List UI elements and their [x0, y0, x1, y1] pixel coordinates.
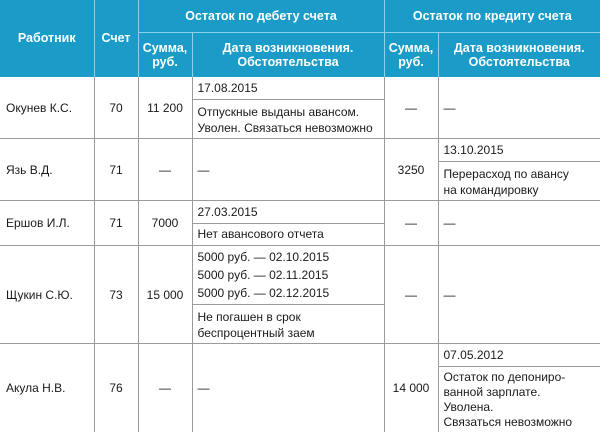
debit-details: — [192, 344, 384, 432]
debit-date: 27.03.2015 [198, 203, 378, 221]
table-row [0, 246, 600, 344]
debit-installment: 5000 руб. — 02.11.2015 [198, 266, 378, 284]
credit-details: — [438, 77, 600, 139]
table-row [0, 77, 600, 139]
credit-circumstance-line: Уволена. [444, 400, 595, 415]
table-row [0, 139, 600, 201]
account-number: 70 [94, 77, 138, 139]
debit-sum: 15 000 [138, 246, 192, 344]
header-debit-sum: Сумма, руб. [138, 33, 192, 78]
worker-name: Окунев К.С. [0, 77, 94, 139]
credit-circumstance-line: Связаться невозможно [444, 415, 595, 430]
credit-sum: — [384, 246, 438, 344]
debit-sum: — [138, 344, 192, 432]
debit-circumstance-line: Нет авансового отчета [198, 226, 378, 242]
debit-sum: 7000 [138, 201, 192, 246]
credit-date: 07.05.2012 [444, 346, 595, 364]
credit-sum: 14 000 [384, 344, 438, 432]
credit-circumstance-line: на командировку [444, 182, 595, 198]
header-credit-sum: Сумма, руб. [384, 33, 438, 78]
debit-circumstance-line: Уволен. Связаться невозможно [198, 120, 378, 136]
debit-details [192, 201, 384, 246]
account-number: 73 [94, 246, 138, 344]
debit-circumstance-line: беспроцентный заем [198, 325, 378, 341]
worker-name: Ершов И.Л. [0, 201, 94, 246]
credit-sum: — [384, 201, 438, 246]
debit-sum: — [138, 139, 192, 201]
credit-details [438, 139, 600, 201]
header-debit-date: Дата возникновения. Обстоятельства [192, 33, 384, 78]
account-number: 71 [94, 139, 138, 201]
credit-details: — [438, 246, 600, 344]
debit-details [192, 77, 384, 139]
worker-name: Акула Н.В. [0, 344, 94, 432]
credit-details: — [438, 201, 600, 246]
table-row [0, 201, 600, 246]
worker-name: Язь В.Д. [0, 139, 94, 201]
header-debit-group: Остаток по дебету счета [138, 0, 384, 33]
account-number: 76 [94, 344, 138, 432]
debit-sum: 11 200 [138, 77, 192, 139]
credit-date: 13.10.2015 [444, 141, 595, 159]
header-worker: Работник [0, 0, 94, 77]
debit-installment: 5000 руб. — 02.12.2015 [198, 284, 378, 302]
credit-circumstance-line: Перерасход по авансу [444, 166, 595, 182]
credit-sum: 3250 [384, 139, 438, 201]
credit-circumstance-line: ванной зарплате. [444, 385, 595, 400]
credit-circumstance-line: Остаток по депониро- [444, 370, 595, 385]
debit-installment: 5000 руб. — 02.10.2015 [198, 248, 378, 266]
header-account: Счет [94, 0, 138, 77]
debit-circumstance-line: Не погашен в срок [198, 309, 378, 325]
credit-sum: — [384, 77, 438, 139]
debit-details: — [192, 139, 384, 201]
header-credit-date: Дата возникновения. Обстоятельства [438, 33, 600, 78]
account-number: 71 [94, 201, 138, 246]
debit-circumstance-line: Отпускные выданы авансом. [198, 104, 378, 120]
worker-name: Щукин С.Ю. [0, 246, 94, 344]
debit-date: 17.08.2015 [198, 79, 378, 97]
debit-details [192, 246, 384, 344]
header-credit-group: Остаток по кредиту счета [384, 0, 600, 33]
